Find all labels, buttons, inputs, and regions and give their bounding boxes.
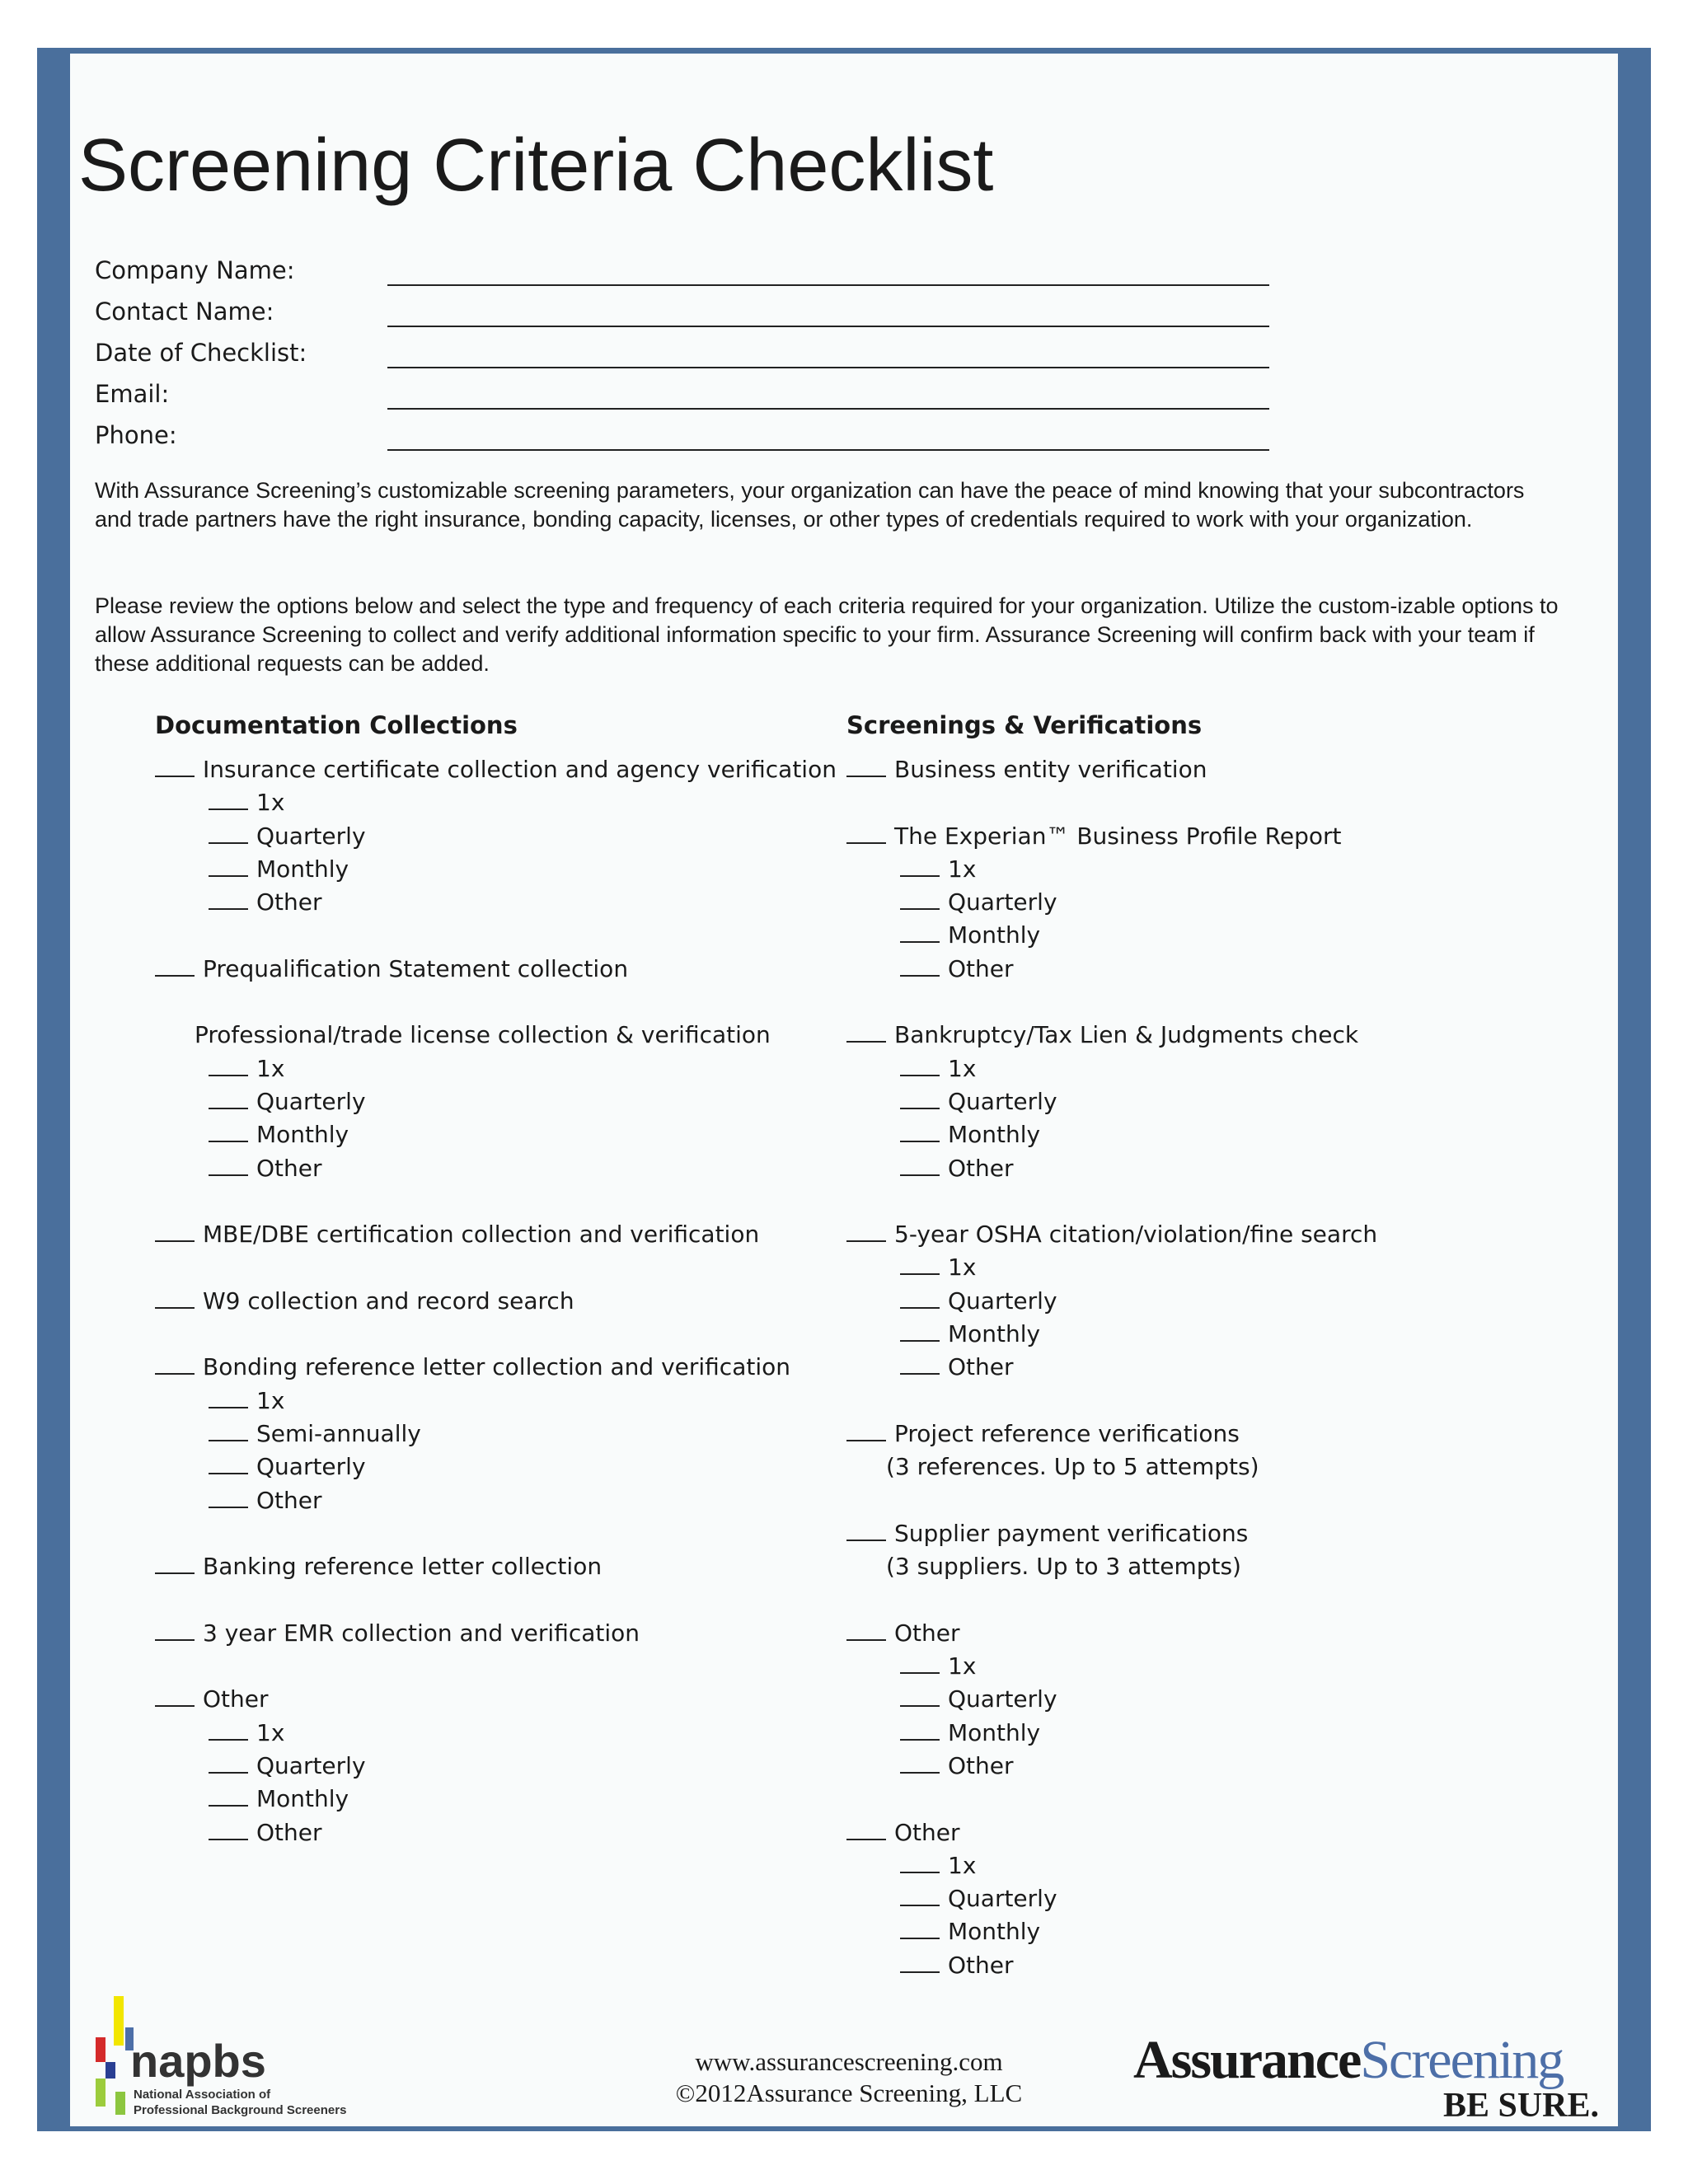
napbs-name-line1: National Association of xyxy=(134,2088,271,2102)
checkbox-blank[interactable] xyxy=(155,954,195,977)
checkbox-blank[interactable] xyxy=(155,1551,195,1574)
item-label: Other xyxy=(894,1619,960,1647)
footer-center xyxy=(626,2046,1071,2109)
frame-left-border xyxy=(37,48,70,2131)
item-label: Monthly xyxy=(948,921,1041,949)
checkbox-blank[interactable] xyxy=(900,887,940,910)
item-label: The Experian™ Business Profile Report xyxy=(894,822,1342,850)
checkbox-blank[interactable] xyxy=(209,787,248,810)
checklist-item xyxy=(846,1418,1377,1451)
item-label: Other xyxy=(256,1818,322,1846)
checkbox-blank[interactable] xyxy=(900,1252,940,1275)
copyright-text: ©2012Assurance Screening, LLC xyxy=(675,2079,1023,2107)
spacer xyxy=(155,919,837,952)
item-note xyxy=(846,1451,1377,1483)
info-field-blank[interactable] xyxy=(387,326,1269,327)
documentation-collections-column xyxy=(155,709,837,1849)
spacer xyxy=(155,1583,837,1616)
checklist-item xyxy=(846,1617,1377,1650)
frequency-option xyxy=(155,786,837,819)
frequency-option xyxy=(155,820,837,853)
item-label: 1x xyxy=(256,1718,285,1746)
frequency-option xyxy=(155,1418,837,1451)
checklist-item xyxy=(155,753,837,786)
item-label: Insurance certificate collection and agency verification xyxy=(203,756,837,783)
item-label: 5-year OSHA citation/violation/fine search xyxy=(894,1221,1378,1249)
item-label: Quarterly xyxy=(256,1087,366,1115)
item-label: Professional/trade license collection & verification xyxy=(195,1021,771,1049)
item-label: Quarterly xyxy=(948,1685,1057,1713)
checklist-item xyxy=(155,1019,837,1052)
frequency-option xyxy=(846,886,1377,919)
checkbox-blank[interactable] xyxy=(900,1651,940,1674)
frequency-option xyxy=(846,1052,1377,1085)
checkbox-blank[interactable] xyxy=(209,1086,248,1109)
checkbox-blank[interactable] xyxy=(209,1451,248,1474)
item-label: Quarterly xyxy=(256,822,366,850)
frequency-option xyxy=(155,1816,837,1849)
checkbox-blank[interactable] xyxy=(900,920,940,943)
frequency-option xyxy=(846,1849,1377,1882)
spacer xyxy=(846,1185,1377,1218)
checkbox-blank[interactable] xyxy=(209,1718,248,1741)
item-label: 3 year EMR collection and verification xyxy=(203,1619,640,1647)
info-field-row xyxy=(95,334,1290,375)
item-label: Monthly xyxy=(948,1718,1041,1746)
checklist-item xyxy=(846,1019,1377,1052)
frequency-option xyxy=(155,886,837,919)
frequency-option xyxy=(846,1949,1377,1982)
spacer xyxy=(846,1385,1377,1418)
frequency-option xyxy=(846,1152,1377,1185)
frequency-option xyxy=(846,1285,1377,1318)
info-field-label: Email: xyxy=(95,380,170,408)
spacer xyxy=(846,1783,1377,1816)
info-field-blank[interactable] xyxy=(387,367,1269,368)
spacer xyxy=(846,986,1377,1019)
item-label: W9 collection and record search xyxy=(203,1286,574,1315)
checkbox-blank[interactable] xyxy=(209,854,248,877)
frequency-option xyxy=(846,1650,1377,1683)
checkbox-blank[interactable] xyxy=(900,1319,940,1342)
item-label: 1x xyxy=(256,789,285,817)
info-field-label: Date of Checklist: xyxy=(95,339,307,367)
checkbox-blank[interactable] xyxy=(209,1053,248,1076)
checklist-item xyxy=(155,953,837,986)
item-label: Bonding reference letter collection and verification xyxy=(203,1353,790,1381)
item-label: Monthly xyxy=(948,1121,1041,1149)
info-field-label: Phone: xyxy=(95,421,177,449)
frequency-option xyxy=(846,1318,1377,1351)
item-label: Other xyxy=(256,1154,322,1182)
checkbox-blank[interactable] xyxy=(900,1684,940,1707)
frequency-option xyxy=(155,1484,837,1517)
frequency-option xyxy=(155,1152,837,1185)
napbs-name-line2: Professional Background Screeners xyxy=(134,2103,347,2117)
checkbox-blank[interactable] xyxy=(209,1485,248,1508)
checkbox-blank[interactable] xyxy=(900,1850,940,1873)
checklist-item xyxy=(846,1218,1377,1251)
item-label: 1x xyxy=(948,855,977,883)
item-label: Other xyxy=(203,1685,269,1713)
frequency-option xyxy=(846,1915,1377,1948)
assurance-screening-logo xyxy=(1133,2032,1603,2122)
item-label: Prequalification Statement collection xyxy=(203,954,629,982)
checkbox-blank[interactable] xyxy=(900,1119,940,1142)
frequency-option xyxy=(155,1451,837,1483)
instructions-paragraph: Please review the options below and select the type and frequency of each criteria required for your organization. Utilize the custom-izable options to allow Assurance Screening to collect and verify additional information specific to your firm. Assurance Screening will confirm back with your team if these additional requests can be added. xyxy=(95,593,1559,676)
frequency-option xyxy=(846,1750,1377,1783)
item-label: Other xyxy=(256,888,322,916)
item-label: Monthly xyxy=(948,1918,1041,1946)
item-label: Other xyxy=(948,1751,1014,1779)
intro-paragraph: With Assurance Screening’s customizable screening parameters, your organization can have the peace of mind knowing that your subcontractors and trade partners have the right insurance, bonding capacity, licenses, or other types of credentials required to work with your organization. xyxy=(95,478,1525,532)
frequency-option xyxy=(155,1783,837,1816)
napbs-logo xyxy=(82,1994,412,2126)
item-label: Other xyxy=(948,954,1014,982)
checklist-item xyxy=(846,753,1377,786)
column-heading: Documentation Collections xyxy=(155,711,518,739)
info-field-row xyxy=(95,375,1290,416)
checkbox-blank[interactable] xyxy=(209,1418,248,1441)
item-label: Quarterly xyxy=(256,1751,366,1779)
item-label: MBE/DBE certification collection and verification xyxy=(203,1221,760,1249)
item-label: Quarterly xyxy=(948,888,1057,916)
item-label: Monthly xyxy=(256,1121,349,1149)
item-label: Quarterly xyxy=(948,1087,1057,1115)
checklist-item xyxy=(846,820,1377,853)
brand-word-screening: Screening xyxy=(1360,2032,1564,2090)
frequency-option xyxy=(155,1118,837,1151)
checkbox-blank[interactable] xyxy=(900,954,940,977)
item-label: Project reference verifications xyxy=(894,1419,1240,1447)
checkbox-blank[interactable] xyxy=(846,1817,886,1840)
checkbox-blank[interactable] xyxy=(900,1086,940,1109)
item-label: 1x xyxy=(948,1851,977,1879)
item-label: Semi-annually xyxy=(256,1419,421,1447)
checkbox-blank[interactable] xyxy=(900,1352,940,1375)
item-label: Other xyxy=(948,1353,1014,1381)
spacer xyxy=(846,786,1377,819)
frequency-option xyxy=(846,1351,1377,1384)
assurance-screening-wordmark xyxy=(1133,2032,1603,2122)
frequency-option xyxy=(155,1750,837,1783)
brand-word-assurance: Assurance xyxy=(1133,2032,1361,2090)
checklist-item xyxy=(846,1816,1377,1849)
screenings-verifications-column xyxy=(846,709,1377,1982)
checklist-item xyxy=(155,1550,837,1583)
checkbox-blank[interactable] xyxy=(209,1817,248,1840)
spacer xyxy=(155,986,837,1019)
checkbox-blank[interactable] xyxy=(155,1286,195,1309)
page-title: Screening Criteria Checklist xyxy=(78,124,994,207)
checkbox-blank[interactable] xyxy=(900,1053,940,1076)
item-label: Business entity verification xyxy=(894,756,1207,783)
checklist-item xyxy=(155,1351,837,1384)
checkbox-blank[interactable] xyxy=(846,1019,886,1043)
info-field-blank[interactable] xyxy=(387,284,1269,286)
frequency-option xyxy=(846,1085,1377,1118)
frame-right-border xyxy=(1618,48,1651,2131)
checkbox-blank[interactable] xyxy=(155,1618,195,1641)
checkbox-blank[interactable] xyxy=(846,1518,886,1541)
checkbox-blank[interactable] xyxy=(900,1718,940,1741)
checklist-item xyxy=(155,1218,837,1251)
item-label: Monthly xyxy=(948,1320,1041,1348)
website-link[interactable]: www.assurancescreening.com xyxy=(695,2047,1003,2076)
item-label: 1x xyxy=(948,1652,977,1680)
frequency-option xyxy=(155,853,837,886)
info-field-row xyxy=(95,293,1290,334)
svg-text:AssuranceScreening xyxy=(1133,2032,1564,2090)
checkbox-blank[interactable] xyxy=(900,1950,940,1973)
checkbox-blank[interactable] xyxy=(846,1618,886,1641)
spacer xyxy=(155,1517,837,1550)
item-note xyxy=(846,1550,1377,1583)
item-label: 1x xyxy=(256,1054,285,1082)
spacer xyxy=(155,1650,837,1683)
frequency-option xyxy=(846,1717,1377,1750)
frequency-option xyxy=(846,919,1377,952)
item-label: 1x xyxy=(256,1386,285,1414)
frequency-option xyxy=(846,1251,1377,1284)
item-label: (3 references. Up to 5 attempts) xyxy=(886,1453,1259,1481)
item-label: (3 suppliers. Up to 3 attempts) xyxy=(886,1553,1241,1581)
item-label: Banking reference letter collection xyxy=(203,1553,603,1581)
checkbox-blank[interactable] xyxy=(846,1219,886,1242)
checkbox-blank[interactable] xyxy=(209,1750,248,1774)
checkbox-blank[interactable] xyxy=(900,854,940,877)
brand-tagline: BE SURE. xyxy=(1442,2087,1599,2122)
frequency-option xyxy=(846,1683,1377,1716)
checkbox-blank[interactable] xyxy=(900,1916,940,1939)
checkbox-blank[interactable] xyxy=(900,1883,940,1906)
frequency-option xyxy=(155,1385,837,1418)
checkbox-blank[interactable] xyxy=(209,1385,248,1408)
frequency-option xyxy=(155,1052,837,1085)
spacer xyxy=(155,1318,837,1351)
checkbox-blank[interactable] xyxy=(155,754,195,777)
info-field-blank[interactable] xyxy=(387,408,1269,410)
spacer xyxy=(846,1583,1377,1616)
checkbox-blank[interactable] xyxy=(900,1286,940,1309)
item-label: Other xyxy=(256,1486,322,1514)
checkbox-blank[interactable] xyxy=(155,1684,195,1707)
napbs-acronym: napbs xyxy=(130,2035,266,2087)
checkbox-blank[interactable] xyxy=(209,887,248,910)
item-label: Other xyxy=(948,1951,1014,1979)
info-field-label: Company Name: xyxy=(95,256,295,284)
checkbox-blank[interactable] xyxy=(846,1418,886,1441)
info-field-row xyxy=(95,416,1290,457)
spacer xyxy=(846,1484,1377,1517)
checkbox-blank[interactable] xyxy=(900,1750,940,1774)
checkbox-blank[interactable] xyxy=(846,821,886,844)
checkbox-blank[interactable] xyxy=(155,1352,195,1375)
item-label: Quarterly xyxy=(948,1286,1057,1315)
frequency-option xyxy=(846,853,1377,886)
checklist-item xyxy=(155,1285,837,1318)
napbs-logo-mark xyxy=(82,1994,412,2126)
item-label: 1x xyxy=(948,1054,977,1082)
item-label: Other xyxy=(948,1154,1014,1182)
checkbox-blank[interactable] xyxy=(209,1119,248,1142)
info-field-blank[interactable] xyxy=(387,449,1269,451)
checklist-item xyxy=(155,1683,837,1716)
item-label: Monthly xyxy=(256,855,349,883)
checkbox-blank[interactable] xyxy=(155,1219,195,1242)
frame-bottom-border xyxy=(37,2126,1651,2131)
checkbox-blank[interactable] xyxy=(209,1783,248,1807)
checkbox-blank[interactable] xyxy=(900,1153,940,1176)
frequency-option xyxy=(155,1085,837,1118)
checklist-item xyxy=(155,1617,837,1650)
checklist-item xyxy=(846,1517,1377,1550)
frame-top-border xyxy=(37,48,1651,54)
item-label: Other xyxy=(894,1818,960,1846)
checkbox-blank[interactable] xyxy=(209,821,248,844)
frequency-option xyxy=(846,1118,1377,1151)
item-label: Supplier payment verifications xyxy=(894,1519,1249,1547)
frequency-option xyxy=(155,1717,837,1750)
column-heading: Screenings & Verifications xyxy=(846,711,1203,739)
frequency-option xyxy=(846,953,1377,986)
item-label: Quarterly xyxy=(948,1885,1057,1913)
info-field-row xyxy=(95,251,1290,293)
spacer xyxy=(155,1185,837,1218)
item-label: Quarterly xyxy=(256,1453,366,1481)
spacer xyxy=(155,1251,837,1284)
item-label: 1x xyxy=(948,1254,977,1282)
item-label: Bankruptcy/Tax Lien & Judgments check xyxy=(894,1021,1359,1049)
info-field-label: Contact Name: xyxy=(95,298,274,326)
item-label: Monthly xyxy=(256,1785,349,1813)
frequency-option xyxy=(846,1882,1377,1915)
checkbox-blank[interactable] xyxy=(846,754,886,777)
checkbox-blank[interactable] xyxy=(209,1153,248,1176)
